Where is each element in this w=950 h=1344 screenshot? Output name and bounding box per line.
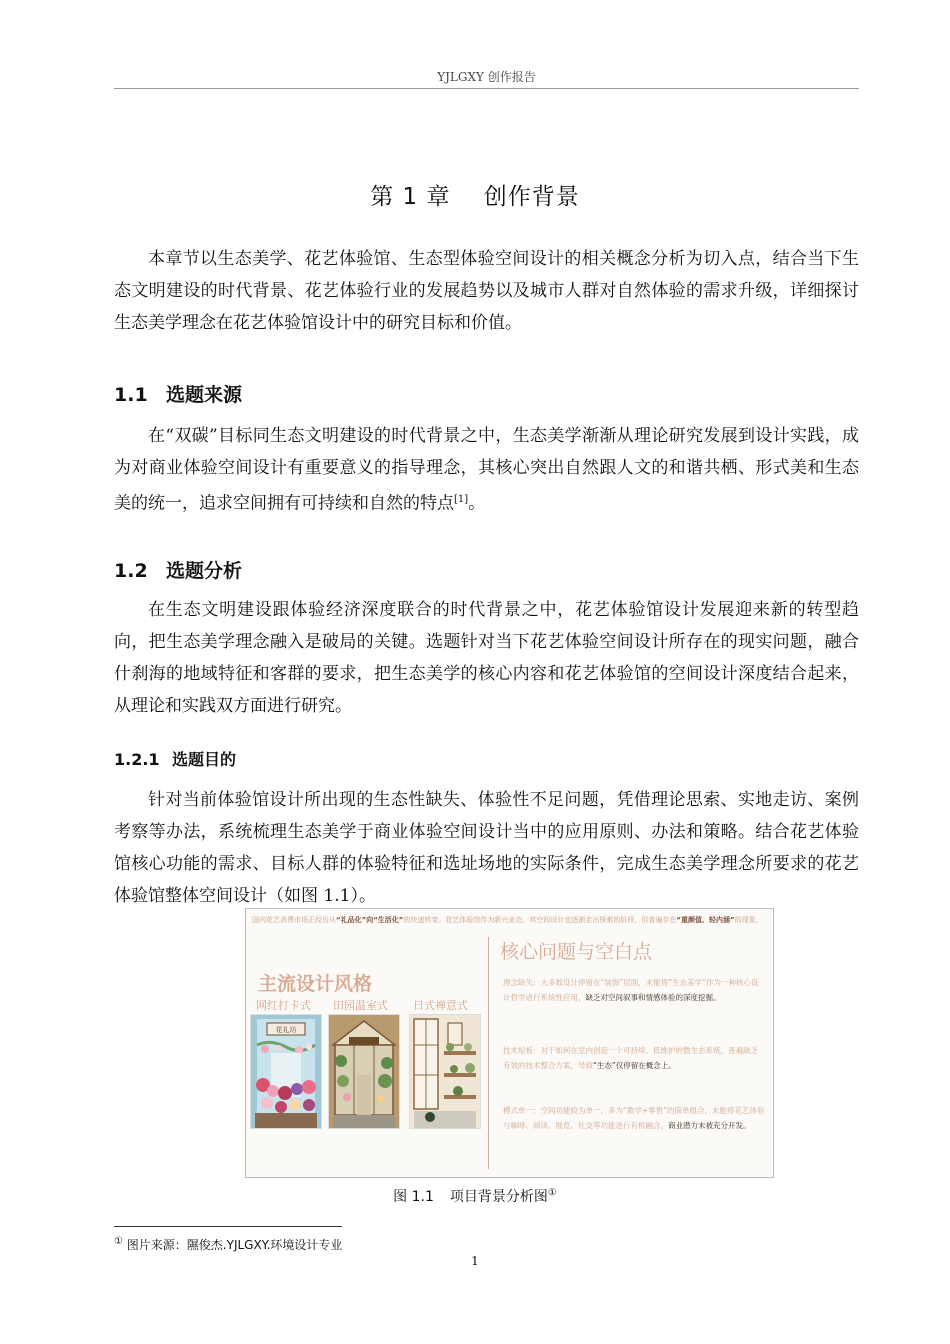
section-heading-1-2-1 bbox=[114, 747, 236, 770]
section-heading-1-2 bbox=[114, 556, 242, 583]
problem-technology: 技术短板：对于如何在室内创造一个可持续、低维护的微生态系统，普遍缺乏有效的技术整合方案，导致“生态”仅停留在概念上。 bbox=[503, 1046, 758, 1070]
footnote bbox=[114, 1236, 342, 1253]
section-heading-1-1 bbox=[114, 380, 242, 407]
figure-right-title: 核心问题与空白点 bbox=[500, 941, 653, 963]
page-header: YJLGXY 创作报告 bbox=[437, 70, 536, 84]
figure-project-background bbox=[245, 908, 774, 1178]
style-label-2: 田园温室式 bbox=[333, 999, 388, 1012]
caption-footnote-mark[interactable]: ① bbox=[547, 1187, 557, 1199]
section-number: 1.2 bbox=[114, 560, 148, 582]
figure-divider bbox=[488, 937, 489, 1169]
intro-paragraph: 本章节以生态美学、花艺体验馆、生态型体验空间设计的相关概念分析为切入点，结合当下生态文明建设的时代背景、花艺体验行业的发展趋势以及城市人群对自然体验的需求升级，详细探讨生态美学理念在花艺体验馆设计中的研究目标和价值。 bbox=[114, 249, 859, 333]
page-number: 1 bbox=[471, 1254, 479, 1268]
period: 。 bbox=[468, 493, 486, 514]
problem-mode: 模式单一：空间功能较为单一，多为“教学+零售”的简单组合，未能将花艺体验与咖啡、阅读、展览、社交等功能进行有机融合，商业潜力未被充分开发。 bbox=[503, 1106, 765, 1130]
problem-concept: 理念缺失：大多数设计停留在“装饰”层面，未能将“生态美学”作为一种核心设计哲学进行系统性应用，缺乏对空间叙事和情感体验的深度挖掘。 bbox=[503, 978, 759, 1002]
figure-top-text: 国内花艺消费市场正经历从“礼品化”向“生活化”的快速转变。花艺体验馆作为新兴业态，其空间设计也逐渐走出探索的阶段，但普遍存在“重颜值、轻内涵”的现象。 bbox=[252, 916, 763, 924]
shop-sign-text: 花礼坊 bbox=[275, 1026, 297, 1034]
style-label-1: 网红打卡式 bbox=[256, 999, 311, 1012]
section-1-2-1-paragraph: 针对当前体验馆设计所出现的生态性缺失、体验性不足问题，凭借理论思索、实地走访、案例考察等办法，系统梳理生态美学于商业体验空间设计当中的应用原则、办法和策略。结合花艺体验馆核心功能的需求、目标人群的体验特征和选址场地的实际条件，完成生态美学理念所要求的花艺体验馆整体空间设计（如图 1.1）。 bbox=[114, 790, 859, 906]
section-number: 1.1 bbox=[114, 384, 148, 406]
citation-ref[interactable]: [1] bbox=[454, 494, 469, 505]
figure-left-title: 主流设计风格 bbox=[258, 973, 373, 995]
section-title: 选题来源 bbox=[166, 384, 243, 406]
flower-shop-photo bbox=[250, 1014, 322, 1129]
chapter-title: 第 1 章 创作背景 bbox=[370, 184, 580, 210]
section-1-1-paragraph bbox=[114, 420, 859, 520]
paragraph-text: 在“双碳”目标同生态文明建设的时代背景之中，生态美学渐渐从理论研究发展到设计实践，成为对商业体验空间设计有重要意义的指导理念，其核心突出自然跟人文的和谐共栖、形式美和生态美的统一，追求空间拥有可持续和自然的特点 bbox=[114, 426, 859, 514]
section-1-2-paragraph: 在生态文明建设跟体验经济深度联合的时代背景之中，花艺体验馆设计发展迎来新的转型趋向，把生态美学理念融入是破局的关键。选题针对当下花艺体验空间设计所存在的现实问题，融合什刹海的地域特征和客群的要求，把生态美学的核心内容和花艺体验馆的空间设计深度结合起来，从理论和实践双方面进行研究。 bbox=[114, 600, 859, 716]
section-title: 选题目的 bbox=[172, 750, 237, 769]
section-title: 选题分析 bbox=[166, 560, 243, 582]
footnote-text: 图片来源：隰俊杰.YJLGXY.环境设计专业 bbox=[126, 1238, 343, 1252]
figure-caption bbox=[0, 1186, 950, 1206]
footnote-mark: ① bbox=[114, 1236, 123, 1247]
figure-title: 项目背景分析图 bbox=[449, 1189, 548, 1205]
section-number: 1.2.1 bbox=[114, 750, 160, 769]
style-label-3: 日式禅意式 bbox=[413, 999, 468, 1012]
figure-number: 图 1.1 bbox=[393, 1189, 434, 1205]
greenhouse-photo bbox=[328, 1014, 400, 1129]
header-rule bbox=[114, 88, 859, 89]
footnote-rule bbox=[114, 1226, 342, 1227]
zen-style-photo bbox=[409, 1014, 481, 1129]
